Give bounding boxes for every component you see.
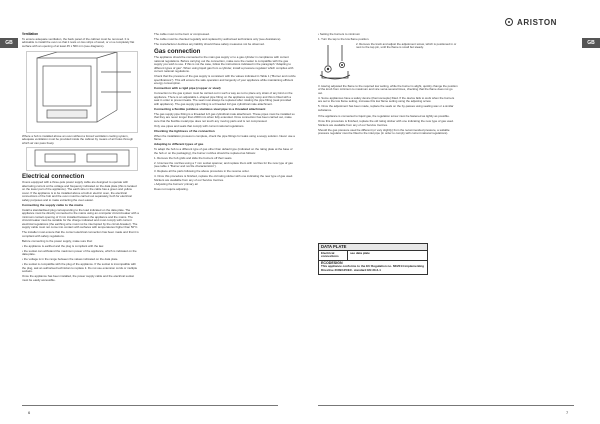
list-item: 3. Having adjusted the flame to the required low setting, while the burner is alight, quickly change the position of the knob from minimum to maximum and vice versa several times, checking that the flame does not go out. (318, 83, 458, 95)
tightness-text: When the installation process is complete, check the pipe fittings for leaks using a soapy solution. Never use a flame. (154, 133, 295, 142)
gas-text: The appliance should be connected to the main gas supply or to a gas cylinder in compliance with current national regulations. Before carrying out the connection, make sure the cooker is compatible with the gas supply you wish to use. If this is not the case, follow the instructions indicated in the paragraph "Adapting to different types of gas". When using liquid gas from a cylinder, install a pressure regulator which complies with current national regulations. (154, 55, 294, 74)
ariston-logo-icon (505, 18, 513, 26)
list-item: • the socket can withstand the maximum power of the appliance, which is indicated on the data plate. (22, 248, 137, 257)
footer-rule-left (22, 405, 278, 406)
ecodesign-text: This appliance conforms to the EU Regulation no. 66/2014 implementing Directive 2009/125/EC. standard EN 30-2-1 (321, 264, 425, 272)
setting-heading: • Setting the burners to minimum (318, 32, 360, 36)
electrical-text: Ovens equipped with a three-pole power supply cable are designed to operate with alternating current at the voltage and frequency indicated on the data plate (this is located on the lower part of the appliance). The earth wire in the cable has a green and yellow cover. If the appliance is to be installed above a built-in electric oven, the electrical connections of the hob and the oven must be carried out separately, both for electrical safety purposes and to make extracting the oven easier. (22, 180, 137, 202)
page-number-left: 6 (28, 410, 31, 415)
ecodesign-title: ECODESIGN (321, 260, 343, 265)
electrical-label: Electrical connections (319, 251, 348, 260)
list-item: 1. Turn the tap to the low flame position. (318, 36, 370, 41)
list-item: • Adjusting the burners' primary air (154, 182, 198, 187)
list-item: The manufacturer declines any liability should these safety measures not be observed. (154, 41, 265, 46)
column-2 (154, 33, 296, 193)
list-item: 1. Remove the hob grids and slide the burners off their seats. (154, 155, 233, 160)
list-item: • the voltage is in the range between the values indicated on the data plate. (22, 257, 119, 262)
pressure-text: Should the gas pressure used be different (or vary slightly) from the recommended pressure, a suitable pressure regulator must be fitted to the inlet pipe (in order to comply with current national regulations). (318, 127, 450, 136)
hob-ventilation-text: Where a hob is installed above an oven without a forced ventilation cooling system, adequate ventilation must be provided inside the cabinet by means of air holes through which air can pass freely. (22, 133, 134, 145)
list-item: 4. Some appliances have a safety device (thermocouple) fitted. If the device fails to work when the burners are set to the low flame setting, increase this low flame setting using the adjusting screw. (318, 95, 455, 104)
data-plate-table (318, 243, 428, 275)
list-item: The cable must be checked regularly and replaced by authorised technicians only (see Assistance). (154, 36, 282, 41)
no-adjust-text: Does not require adjusting. (154, 187, 189, 192)
list-item: 4. Once this procedure is finished, replace the old rating sticker with one indicating the new type of gas used. Stickers are available from any of our Service Centres. (154, 173, 293, 182)
pipes-note: Only use pipes and seals that comply with current national regulations. (154, 123, 245, 128)
ventilation-heading: Ventilation (22, 32, 39, 36)
ventilation-text: To ensure adequate ventilation, the back panel of the cabinet must be removed. It is advisable to install the oven so that it rests on two strips of wood, or on a completely flat surface with an opening of at least 45 x 560 mm (see diagrams). (22, 36, 135, 49)
hob-ventilation-diagram-icon (26, 147, 138, 171)
list-item: • the appliance is earthed and the plug is compliant with the law. (22, 243, 104, 248)
list-item: The cable must not be bent or compressed. (154, 32, 210, 36)
gas-heading: Gas connection (154, 47, 201, 55)
list-item: 5. Once the adjustment has been made, replace the seals on the by-passes using sealing wax or a similar substance. (318, 104, 454, 112)
list-item: 2. Remove the knob and adjust the adjustment screw, which is positioned in or next to the tap pin, until the flame is small but steady. (356, 41, 457, 50)
tightness-heading: Checking the tightness of the connection (154, 128, 215, 133)
electrical-heading: Electrical connection (22, 172, 85, 180)
list-item: 3. Replace all the parts following the above procedure in the reverse order. (154, 169, 250, 174)
supply-cable-text: Install a standardised plug corresponding to the load indicated on the data plate. The appliance must be directly connected to the mains using an omnipolar circuit-breaker with a minimum contact opening of 3 mm installed between the appliance and the mains. The circuit-breaker must be suitable for the charge indicated and must comply with current electrical regulations (the earthing wire must not be interrupted by the circuit-breaker). The supply cable must not come into contact with surfaces with temperatures higher than 50°C. (22, 207, 139, 230)
rigid-pipe-text: Connection to the gas system must be carried out in such a way as not to place any strain of any kind on the appliance. There is an adjustable L-shaped pipe fitting on the appliance supply ramp and this is fitted with a seal in order to prevent leaks. The seal must always be replaced after rotating the pipe fitting (seal provided with appliance). The gas supply pipe fitting is a threaded 1/2 gas cylindrical male attachment. (154, 91, 293, 106)
before-text: Before connecting to the power supply, make sure that: (22, 238, 93, 243)
list-item: 2. Unscrew the nozzles using a 7 mm socket spanner, and replace them with nozzles for the new type of gas (see table 1 "Burner and nozzle characteristics"). (154, 160, 293, 169)
adapting-text: To adapt the hob to a different type of gas other than default type (indicated on the rating plate at the base of the hob or on the packaging), the burner nozzles should be replaced as follows: (154, 147, 293, 155)
rigid-pipe-heading: Connection with a rigid pipe (copper or steel) (154, 86, 221, 91)
replace-sticker-text: Once this procedure is finished, replace the old rating sticker with one indicating the new type of gas used. Stickers are available from any of our Service Centres. (318, 119, 454, 127)
flexible-pipe-text: The gas supply pipe fitting is a threaded 1/2 gas cylindrical male attachment. These pipes must be installed so that they are never longer than 2000 mm when fully extended. Once connection has been carried out, make sure that the flexible metal pipe does not touch any moving parts and is not compressed. (154, 111, 295, 123)
flexible-pipe-heading: Connecting a flexible jointless stainless steel pipe to a threaded attachment (154, 106, 266, 111)
lang-tab-right: GB (582, 38, 600, 48)
brand-logo-text: ARISTON (517, 18, 558, 27)
liquid-gas-text: If the appliance is connected to liquid gas, the regulation screw must be fastened as tightly as possible. (318, 114, 450, 119)
electrical-value: see data plate (350, 250, 370, 255)
access-text: Once the appliance has been installed, the power supply cable and the electrical socket must be easily accessible. (22, 274, 135, 282)
lang-tab-left: GB (0, 38, 18, 48)
supply-cable-heading: Connecting the supply cable to the mains (22, 202, 84, 207)
adapting-heading: Adapting to different types of gas (154, 142, 204, 147)
cabinet-diagram-icon (26, 51, 138, 133)
footer-rule-right (318, 405, 574, 406)
ecodesign-block (319, 261, 427, 274)
column-1 (22, 33, 140, 284)
installer-text: The installer must ensure that the correct electrical connection has been made and that it is compliant with safety regulations. (22, 230, 139, 238)
data-plate-title: DATA PLATE (319, 244, 427, 251)
tap-adjust-diagram-icon (318, 43, 352, 83)
column-3 (318, 33, 458, 137)
list-item: • the socket is compatible with the plug of the appliance. If the socket is incompatible with the plug, ask an authorised technician to replace it. Do not use extension cords or multiple sockets. (22, 262, 138, 274)
page-number-right: 7 (566, 410, 569, 415)
gas-check-text: Check that the pressure of the gas supply is consistent with the values indicated in Table 1 ("Burner and nozzle specifications"). This will ensure the safe operation and longevity of your appliance while maintaining efficient energy consumption. (154, 74, 296, 86)
table-row (319, 251, 427, 261)
